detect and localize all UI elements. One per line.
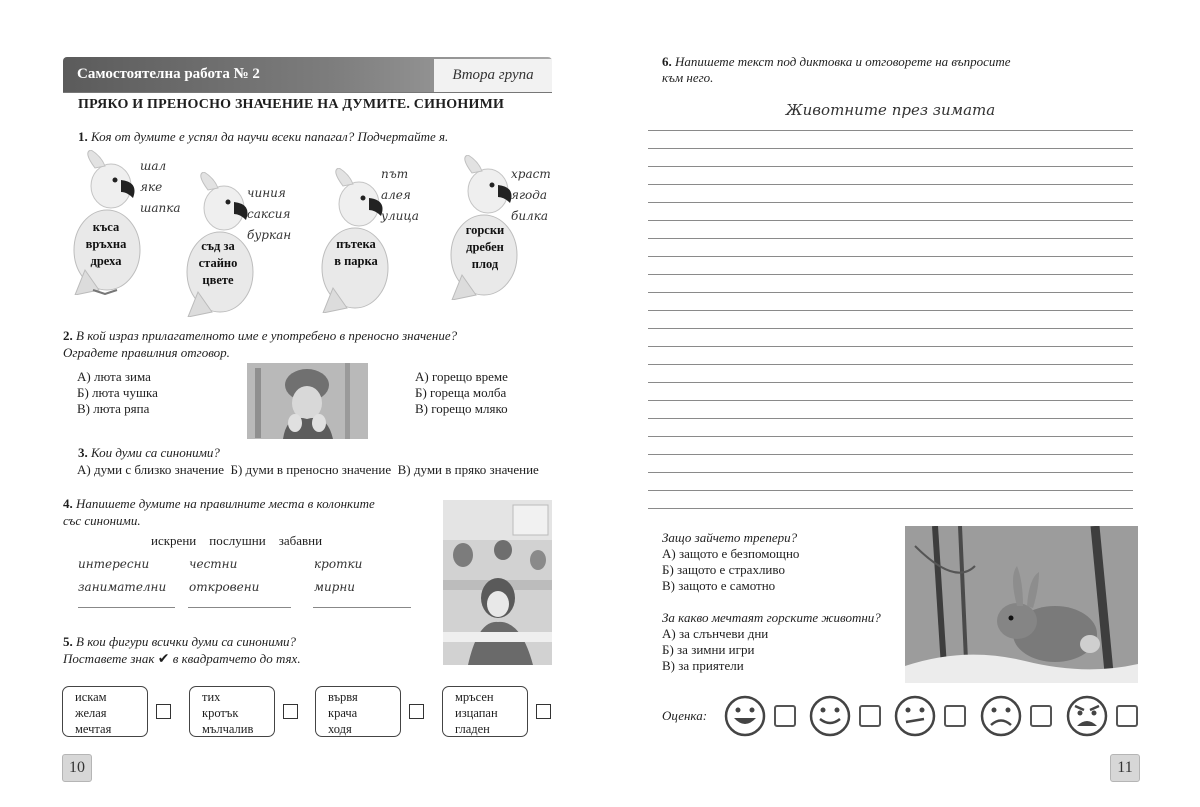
box-word: изцапан	[455, 706, 498, 720]
answer-option[interactable]: В) думи в пряко значение	[397, 462, 539, 477]
column-word: интересни	[78, 557, 150, 571]
classroom-photo	[443, 500, 552, 665]
writing-line[interactable]	[648, 346, 1133, 347]
synonym-box-2	[189, 686, 275, 737]
column-word: кротки	[314, 557, 363, 571]
check-mark-icon: ✔	[157, 651, 170, 667]
rating-box-5[interactable]	[1116, 705, 1138, 727]
task6-text-line2: към него.	[662, 70, 714, 85]
task4-text-line1: Напишете думите на правилните места в колонките	[76, 496, 375, 511]
box-word: искам	[75, 690, 107, 704]
task5-prompt	[63, 633, 301, 668]
section-title: ПРЯКО И ПРЕНОСНО ЗНАЧЕНИЕ НА ДУМИТЕ. СИНОНИМИ	[78, 97, 505, 112]
neutral-face-icon	[893, 694, 937, 738]
parrot-3-label	[327, 236, 385, 270]
synonym-column-2	[189, 553, 259, 599]
writing-line[interactable]	[648, 328, 1133, 329]
answer-line-2[interactable]	[188, 607, 291, 608]
task1-prompt	[78, 129, 448, 145]
answer-option[interactable]: В) за приятели	[662, 658, 744, 673]
answer-option[interactable]: Б) люта чушка	[77, 385, 158, 400]
rating-label: Оценка:	[662, 708, 708, 723]
question-2-text: За какво мечтаят горските животни?	[662, 610, 881, 625]
question-2	[662, 610, 881, 674]
box-word: мръсен	[455, 690, 494, 704]
synonym-column-3	[314, 553, 362, 599]
question-1	[662, 530, 799, 594]
writing-line[interactable]	[648, 382, 1133, 383]
parrot-3-label-line: в парка	[334, 254, 378, 268]
angry-face-icon	[1065, 694, 1109, 738]
checkbox-1[interactable]	[156, 704, 171, 719]
girl-winter-photo	[247, 363, 368, 439]
rating-box-2[interactable]	[859, 705, 881, 727]
answer-option[interactable]: В) люта ряпа	[77, 401, 150, 416]
parrot-4-words	[511, 164, 551, 227]
parrot-1-label-line: дреха	[90, 254, 122, 268]
task4-word-bank	[151, 533, 322, 549]
word-option[interactable]: храст	[511, 167, 551, 181]
parrot-3-words	[381, 164, 419, 227]
task2-prompt	[63, 327, 457, 361]
writing-line[interactable]	[648, 454, 1133, 455]
parrot-4-label-line: дребен	[466, 240, 504, 254]
writing-line[interactable]	[648, 436, 1133, 437]
word-option[interactable]: ягода	[511, 188, 547, 202]
task5-number: 5.	[63, 634, 73, 649]
parrot-1-label	[78, 219, 134, 270]
writing-line[interactable]	[648, 508, 1133, 509]
task2-number: 2.	[63, 328, 73, 343]
writing-line[interactable]	[648, 238, 1133, 239]
task2-options-right	[415, 369, 508, 417]
word-option[interactable]: чиния	[247, 186, 286, 200]
checkbox-4[interactable]	[536, 704, 551, 719]
rabbit-snow-photo	[905, 526, 1138, 683]
answer-option[interactable]: А) защото е безпомощно	[662, 546, 800, 561]
task1-number: 1.	[78, 129, 88, 144]
box-word: мечтая	[75, 722, 112, 736]
answer-option[interactable]: А) горещо време	[415, 369, 508, 384]
box-word: кротък	[202, 706, 239, 720]
task4-text-line2: със синоними.	[63, 513, 141, 528]
parrot-4-label-line: горски	[465, 223, 505, 237]
answer-option[interactable]: А) думи с близко значение	[77, 462, 224, 477]
dictation-title: Животните през зимата	[785, 101, 996, 119]
answer-option[interactable]: А) люта зима	[77, 369, 151, 384]
answer-line-3[interactable]	[313, 607, 411, 608]
answer-option[interactable]: Б) защото е страхливо	[662, 562, 785, 577]
task6-prompt	[662, 54, 1011, 86]
parrot-2-label	[190, 238, 246, 289]
task5-text-line2a: Поставете знак	[63, 651, 155, 666]
task3-prompt	[78, 445, 220, 461]
word-bank-item[interactable]: послушни	[209, 533, 266, 548]
box-word: вървя	[328, 690, 358, 704]
answer-option[interactable]: Б) гореща молба	[415, 385, 507, 400]
box-word: гладен	[455, 722, 490, 736]
task6-text-line1: Напишете текст под диктовка и отговорете на въпросите	[675, 54, 1011, 69]
task2-text-line2: Оградете правилния отговор.	[63, 345, 230, 360]
word-option[interactable]: саксия	[247, 207, 291, 221]
box-word: крача	[328, 706, 358, 720]
word-option[interactable]: билка	[511, 209, 549, 223]
parrot-2-label-line: съд за	[201, 239, 235, 253]
group-label: Втора група	[434, 59, 552, 92]
word-option[interactable]: път	[381, 167, 409, 181]
writing-line[interactable]	[648, 166, 1133, 167]
task4-number: 4.	[63, 496, 73, 511]
sad-face-icon	[979, 694, 1023, 738]
writing-line[interactable]	[648, 202, 1133, 203]
synonym-box-3	[315, 686, 401, 737]
word-option[interactable]: улица	[381, 209, 419, 223]
writing-line[interactable]	[648, 148, 1133, 149]
word-option[interactable]: шапка	[140, 201, 181, 215]
writing-line[interactable]	[648, 490, 1133, 491]
parrot-3-label-line: пътека	[336, 237, 376, 251]
writing-line[interactable]	[648, 256, 1133, 257]
header-underline	[63, 92, 552, 93]
answer-option[interactable]: Б) за зимни игри	[662, 642, 755, 657]
answer-option[interactable]: Б) думи в преносно значение	[230, 462, 392, 477]
parrot-2-label-line: стайно	[198, 256, 238, 270]
task1-text: Коя от думите е успял да научи всеки папагал? Подчертайте я.	[91, 129, 449, 144]
task6-number: 6.	[662, 54, 672, 69]
column-word: мирни	[314, 580, 355, 594]
parrot-1-label-line: връхна	[85, 237, 127, 251]
rating-box-3[interactable]	[944, 705, 966, 727]
parrot-4-label	[456, 222, 514, 273]
word-option[interactable]: алея	[381, 188, 411, 202]
checkbox-3[interactable]	[409, 704, 424, 719]
task5-text-line1: В кои фигури всички думи са синоними?	[76, 634, 296, 649]
task3-options	[77, 462, 539, 478]
synonym-box-4	[442, 686, 528, 737]
column-word: откровени	[189, 580, 260, 594]
writing-line[interactable]	[648, 310, 1133, 311]
box-word: желая	[75, 706, 107, 720]
task3-text: Кои думи са синоними?	[91, 445, 220, 460]
writing-line[interactable]	[648, 472, 1133, 473]
page-number-left: 10	[62, 754, 92, 782]
word-option[interactable]: шал	[140, 159, 167, 173]
worksheet-title: Самостоятелна работа № 2	[77, 66, 260, 82]
task2-options-left	[77, 369, 158, 417]
answer-option[interactable]: В) защото е самотно	[662, 578, 776, 593]
word-option[interactable]: яке	[140, 180, 163, 194]
writing-line[interactable]	[648, 292, 1133, 293]
task4-prompt	[63, 495, 375, 529]
column-word: занимателни	[78, 580, 167, 594]
rating-box-1[interactable]	[774, 705, 796, 727]
task2-text-line1: В кой израз прилагателното име е употребено в преносно значение?	[76, 328, 458, 343]
question-1-text: Защо зайчето трепери?	[662, 530, 798, 545]
answer-option[interactable]: В) горещо мляко	[415, 401, 508, 416]
task3-number: 3.	[78, 445, 88, 460]
synonym-box-1	[62, 686, 148, 737]
writing-line[interactable]	[648, 400, 1133, 401]
rating-box-4[interactable]	[1030, 705, 1052, 727]
answer-line-1[interactable]	[78, 607, 175, 608]
very-happy-face-icon	[723, 694, 767, 738]
box-word: мълчалив	[202, 722, 254, 736]
writing-line[interactable]	[648, 220, 1133, 221]
word-bank-item[interactable]: забавни	[278, 533, 323, 548]
page-number-right: 11	[1110, 754, 1140, 782]
word-option[interactable]: буркан	[247, 228, 292, 242]
checkbox-2[interactable]	[283, 704, 298, 719]
parrot-1-label-line: къса	[92, 220, 120, 234]
parrot-4-label-line: плод	[471, 257, 499, 271]
writing-line[interactable]	[648, 364, 1133, 365]
box-word: ходя	[328, 722, 352, 736]
writing-line[interactable]	[648, 418, 1133, 419]
parrot-2-words	[247, 183, 291, 246]
happy-face-icon	[808, 694, 852, 738]
word-bank-item[interactable]: искрени	[151, 533, 197, 548]
synonym-column-1	[78, 553, 166, 599]
worksheet-header	[63, 57, 552, 92]
writing-line[interactable]	[648, 274, 1133, 275]
column-word: честни	[189, 557, 238, 571]
writing-line[interactable]	[648, 130, 1133, 131]
writing-line[interactable]	[648, 184, 1133, 185]
box-word: тих	[202, 690, 221, 704]
task5-text-line2b: в квадратчето до тях.	[172, 651, 301, 666]
answer-option[interactable]: А) за слънчеви дни	[662, 626, 769, 641]
parrot-2-label-line: цвете	[202, 273, 234, 287]
